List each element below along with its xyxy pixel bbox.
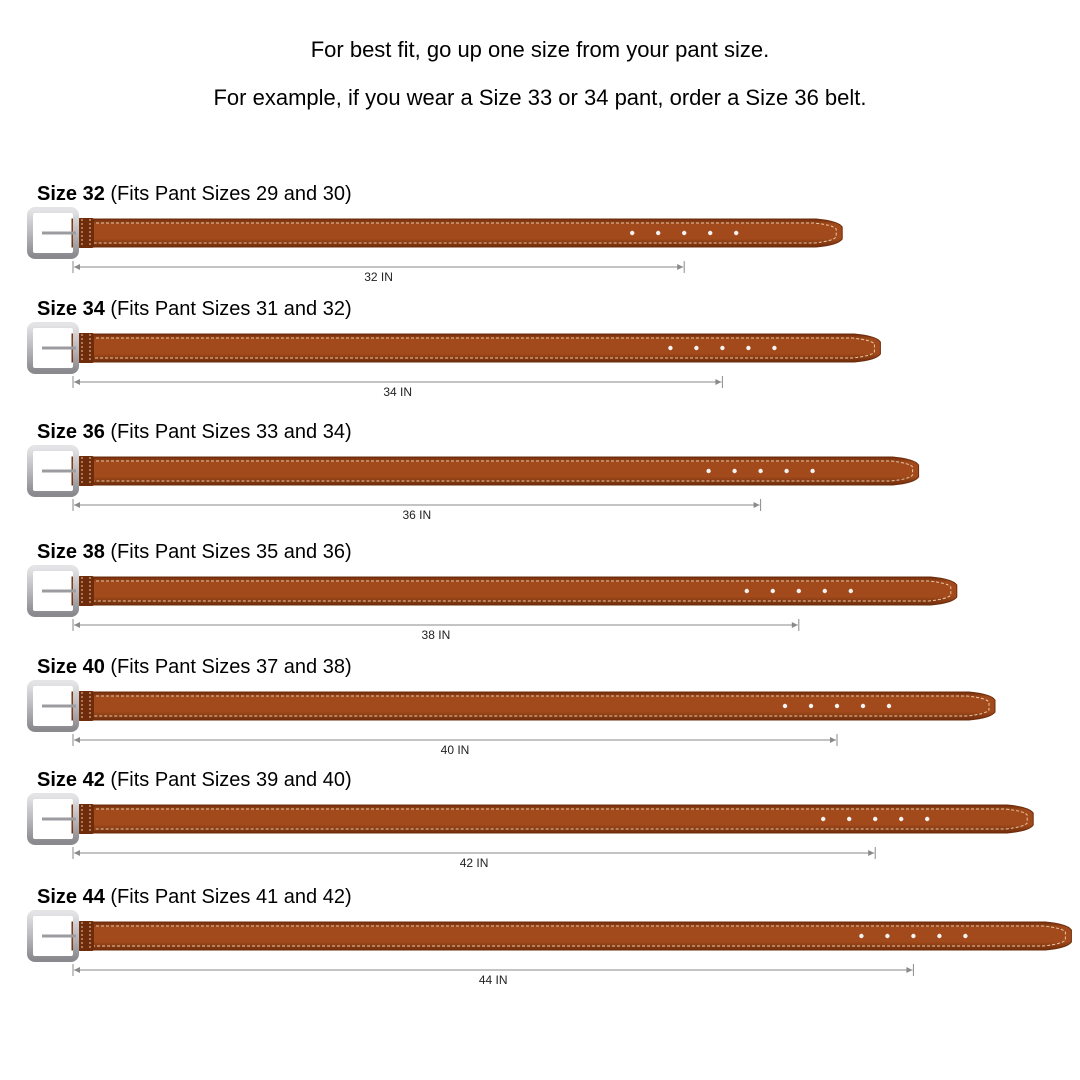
belt-keeper	[78, 921, 94, 951]
fits-text: (Fits Pant Sizes 37 and 38)	[110, 656, 352, 678]
belt-hole	[925, 817, 929, 821]
belt-graphic	[0, 320, 1080, 402]
fits-text: (Fits Pant Sizes 33 and 34)	[110, 421, 352, 443]
belt-hole	[887, 704, 891, 708]
size-label	[37, 886, 352, 909]
size-label	[37, 656, 352, 679]
belt-hole	[849, 589, 853, 593]
belt-hole	[873, 817, 877, 821]
belt-hole	[746, 346, 750, 350]
belt-hole	[963, 934, 967, 938]
belt-row-size-40	[0, 656, 1080, 766]
measure-label: 34 IN	[383, 385, 413, 399]
measure-arrow-right	[754, 502, 760, 508]
measure-arrow-right	[792, 622, 798, 628]
belt-hole	[823, 589, 827, 593]
belt-hole	[847, 817, 851, 821]
measure-arrow-left	[74, 737, 80, 743]
size-label	[37, 298, 352, 321]
size-name: Size 34	[37, 298, 105, 320]
belt-hole	[706, 469, 710, 473]
size-name: Size 32	[37, 183, 105, 205]
measure-arrow-left	[74, 379, 80, 385]
measure-label: 42 IN	[459, 856, 489, 870]
belt-hole	[809, 704, 813, 708]
measure-arrow-right	[868, 850, 874, 856]
belt-hole	[668, 346, 672, 350]
belt-row-size-38	[0, 541, 1080, 651]
belt-keeper	[78, 804, 94, 834]
measure-arrow-right	[906, 967, 912, 973]
size-label	[37, 183, 352, 206]
belt-keeper	[78, 576, 94, 606]
belt-hole	[771, 589, 775, 593]
belt-hole	[745, 589, 749, 593]
belt-hole	[682, 231, 686, 235]
belt-graphic	[0, 205, 1080, 287]
measure-label: 40 IN	[440, 743, 470, 757]
belt-hole	[810, 469, 814, 473]
size-name: Size 40	[37, 656, 105, 678]
size-name: Size 36	[37, 421, 105, 443]
measure-arrow-left	[74, 850, 80, 856]
belt-row-size-34	[0, 298, 1080, 408]
size-name: Size 42	[37, 769, 105, 791]
fits-text: (Fits Pant Sizes 29 and 30)	[110, 183, 352, 205]
belt-hole	[797, 589, 801, 593]
belt-graphic	[0, 908, 1080, 990]
measure-label: 44 IN	[478, 973, 508, 987]
belt-keeper	[78, 333, 94, 363]
belt-hole	[720, 346, 724, 350]
belt-keeper	[78, 218, 94, 248]
belt-hole	[821, 817, 825, 821]
belt-hole	[694, 346, 698, 350]
measure-arrow-left	[74, 264, 80, 270]
belt-hole	[835, 704, 839, 708]
size-label	[37, 769, 352, 792]
belt-hole	[783, 704, 787, 708]
belt-graphic	[0, 791, 1080, 873]
belt-graphic	[0, 563, 1080, 645]
belt-hole	[937, 934, 941, 938]
size-label	[37, 541, 352, 564]
measure-arrow-left	[74, 967, 80, 973]
measure-label: 38 IN	[421, 628, 451, 642]
belt-keeper	[78, 691, 94, 721]
fits-text: (Fits Pant Sizes 31 and 32)	[110, 298, 352, 320]
belt-hole	[656, 231, 660, 235]
measure-label: 32 IN	[364, 270, 393, 284]
size-name: Size 38	[37, 541, 105, 563]
size-label	[37, 421, 352, 444]
belt-graphic	[0, 678, 1080, 760]
belt-hole	[861, 704, 865, 708]
belt-hole	[885, 934, 889, 938]
measure-arrow-left	[74, 502, 80, 508]
intro-line-1: For best fit, go up one size from your pant size.	[310, 37, 770, 62]
belt-row-size-44	[0, 886, 1080, 996]
belt-row-size-42	[0, 769, 1080, 879]
measure-arrow-left	[74, 622, 80, 628]
fits-text: (Fits Pant Sizes 39 and 40)	[110, 769, 352, 791]
belt-row-size-32	[0, 183, 1080, 293]
fits-text: (Fits Pant Sizes 41 and 42)	[110, 886, 352, 908]
belt-hole	[784, 469, 788, 473]
belt-graphic	[0, 443, 1080, 525]
belt-hole	[859, 934, 863, 938]
belt-keeper	[78, 456, 94, 486]
fits-text: (Fits Pant Sizes 35 and 36)	[110, 541, 352, 563]
belt-hole	[758, 469, 762, 473]
belt-hole	[708, 231, 712, 235]
measure-label: 36 IN	[402, 508, 432, 522]
measure-arrow-right	[677, 264, 683, 270]
belt-hole	[772, 346, 776, 350]
measure-arrow-right	[830, 737, 836, 743]
intro-line-2: For example, if you wear a Size 33 or 34 pant, order a Size 36 belt.	[213, 85, 867, 110]
belt-row-size-36	[0, 421, 1080, 531]
belt-hole	[630, 231, 634, 235]
belt-hole	[911, 934, 915, 938]
belt-hole	[899, 817, 903, 821]
belt-hole	[732, 469, 736, 473]
belt-hole	[734, 231, 738, 235]
size-name: Size 44	[37, 886, 105, 908]
measure-arrow-right	[715, 379, 721, 385]
